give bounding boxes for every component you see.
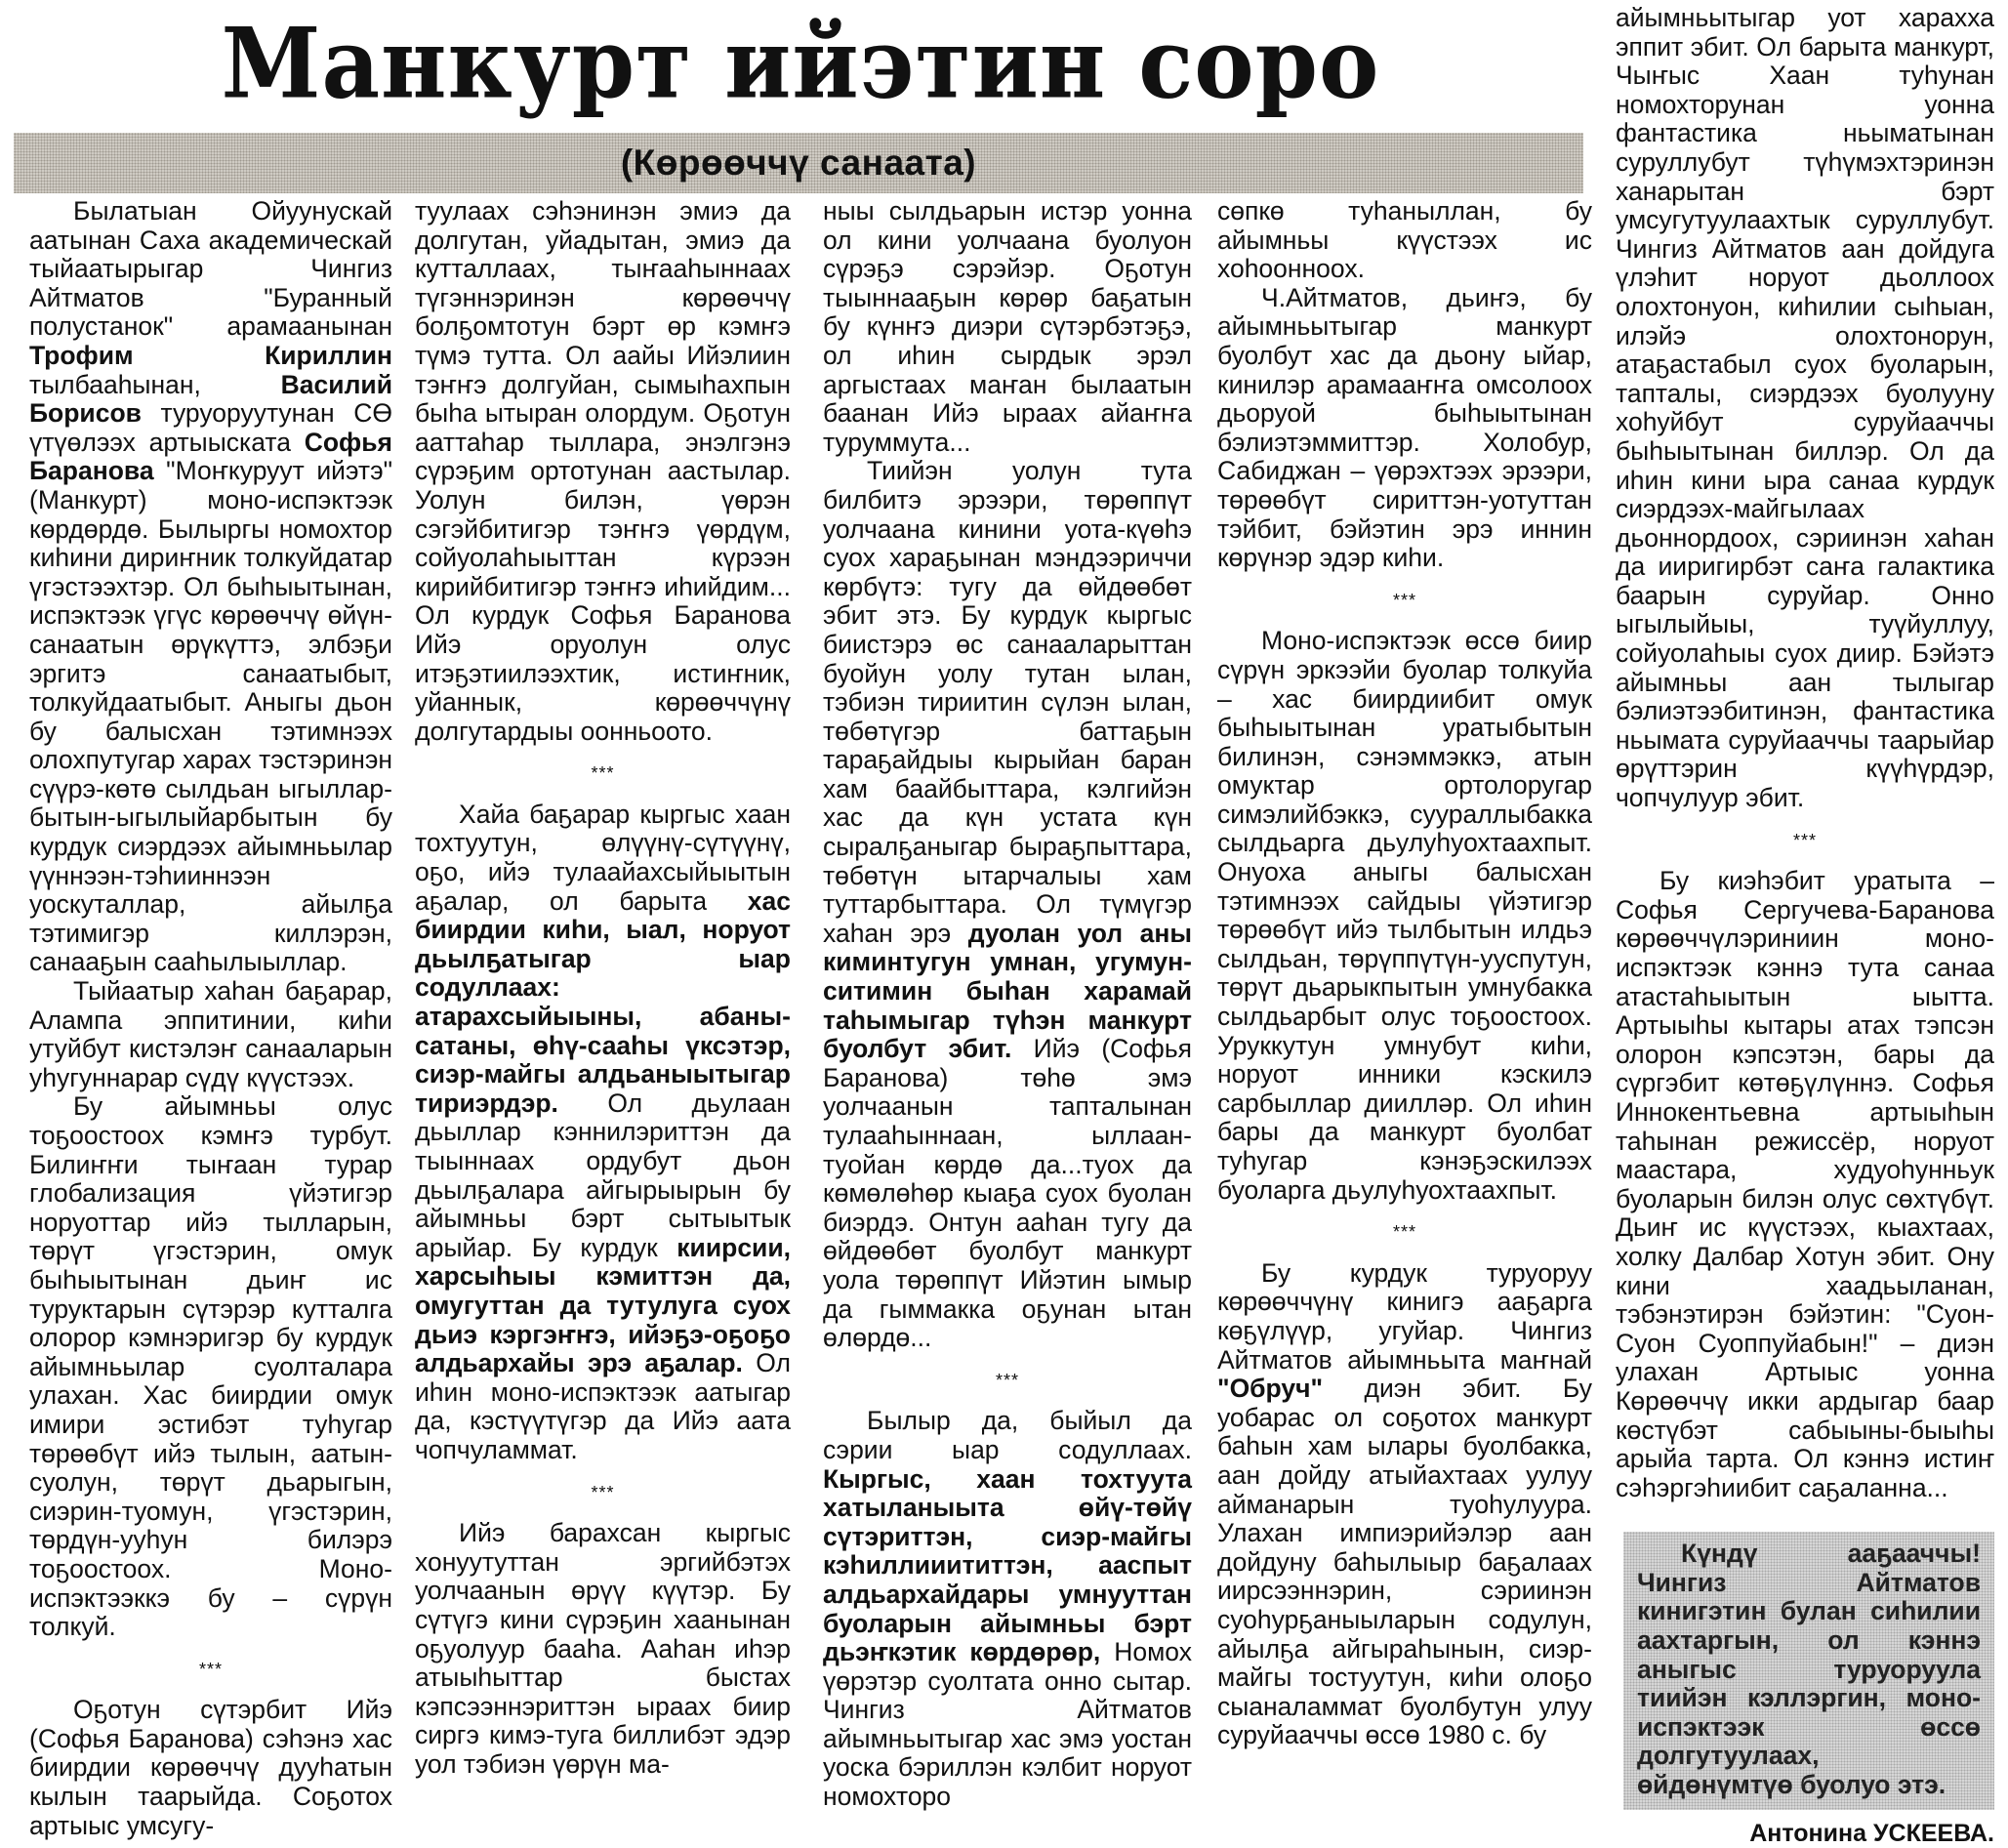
column-1 xyxy=(29,197,392,1840)
section-separator: *** xyxy=(1392,590,1416,610)
paragraph: Тиийэн уолун тута билбитэ эрээри, төрөппүт уолчаана кинини уота-күөһэ суох хараҕынан мэндээриччи көрбүтэ: тугу да өйдөөбөт эбит этэ. Бу курдук кыргыс биистэрэ өс санааларыттан буойун уолу тутан ылан, тэбиэн тириитин сүлэн ылан, төбөтүгэр баттаҕын тараҕайдыы кырыйан баран хам баайбыттара, кэлгийэн хас да күн устата күн сыралҕаныгар быраҕпыттара, төбөтүн ытарчалыы хам туттарбыттара. Ол түмүгэр хаһан эрэ дуолан уол аны киминтугун умнан, угумун-ситимин быһан харамай таһымыгар түһэн манкурт буолбут эбит. Ийэ (Софья Баранова) төһө эмэ уолчаанын тапталынан тулааһыннаан, ыллаан-туойан көрдө да...туох да көмөлөһөр кыаҕа суох буолан биэрдэ. Онтун ааһан тугу да өйдөөбөт буолбут манкурт уола төрөппүт Ийэтин ымыр да гыммакка оҕунан ытан өлөрдө... xyxy=(823,456,1192,1353)
paragraph: Тыйаатыр хаһан баҕарар, Алампа эппитинии, киһи утуйбут кистэлэҥ санааларын уһугуннарар сүдү күүстээх. xyxy=(29,976,392,1092)
subtitle-band xyxy=(14,133,1583,193)
emphasized-text: Кыргыс, хаан тохтуута хатыланыыта өйү-төйү сүтэриттэн, сиэр-майгы кэһиллииититтэн, ааспыт алдьархайдары умнууттан буоларын айымньы бэрт дьэҥкэтик көрдөрөр, xyxy=(823,1463,1192,1667)
emphasized-text: Василий Борисов xyxy=(29,369,392,429)
column-4 xyxy=(1217,197,1592,1750)
paragraph: Бу курдук туруоруу көрөөччүнү кинигэ ааҕарга көҕүлүүр, угуйар. Чингиз Айтматов айымньыта маҥнай "Обруч" диэн эбит. Бу уобарас ол соҕотох манкурт баһын хам ылары буолбакка, аан дойду атыйахтаах уулуу айманарын туоһулуура. Улахан импиэрийэлэр аан дойдуну баһылыыр баҕалаах иирсээннэрин, сэриинэн суоһурҕаныыларын содулун, айылҕа айгыраһынын, сиэр-майгы тостуутун, киһи олоҕо сыаналаммат буолбутун улуу суруйааччы өссө 1980 с. бу xyxy=(1217,1257,1592,1750)
section-separator: *** xyxy=(1792,830,1817,850)
column-3 xyxy=(823,197,1192,1812)
paragraph: сөпкө туһаныллан, бу айымньы күүстээх ис хоһоонноох. xyxy=(1217,196,1592,284)
article-title: Манкурт ийэтин соро xyxy=(221,6,1380,121)
article-subtitle: (Көрөөччү санаата) xyxy=(620,143,977,183)
author-byline: Антонина УСКЕЕВА. xyxy=(1749,1819,1994,1847)
section-separator: *** xyxy=(995,1370,1019,1390)
column-2 xyxy=(415,197,791,1779)
section-separator: *** xyxy=(1392,1222,1416,1243)
emphasized-text: киирсии, харсыһыы кэмиттэн да, омугуттан да тутулуга суох дьиэ кэргэҥҥэ, ийэҕэ-оҕоҕо алдьархайы эрэ аҕалар. xyxy=(415,1232,791,1378)
paragraph: Былатыан Ойуунускай аатынан Саха академическай тыйаатырыгар Чингиз Айтматов "Буранный полустанок" арамаанынан Трофим Кириллин тылбааһынан, Василий Борисов туруоруутунан СӨ үтүөлээх артыыската Софья Баранова "Моҥкуруут ийэтэ" (Манкурт) моно-испэктээк көрдөрдө. Былыргы номохтор киһини дириҥник толкуйдатар үгэстээхтэр. Ол быһыытынан, испэктээк үгүс көрөөччү өйүн-санаатын өрүкүттэ, элбэҕи эргитэ санаатыбыт, толкуйдаатыбыт. Аныгы дьон бу балысхан тэтимнээх олохпутугар харах тэстэринэн сүүрэ-көтө сылдьан ыгылларбытын-ыгылыйарбытын бу курдук сиэрдээх айымньылар үүннээн-тэһииннээн уоскуталлар, айылҕа тэтимигэр киллэрэн, санааҕын сааһылыыллар. xyxy=(29,196,392,977)
paragraph: Бу айымньы олус тоҕоостоох кэмҥэ турбут. Билиҥҥи тыҥаан турар глобализация үйэтигэр норуоттар ийэ тылларын, төрүт үгэстэрин, омук быһыытынан дьиҥ ис туруктарын сүтэрэр кутталга олорор кэмнэригэр бу курдук айымньылар суолталара улахан. Хас биирдии омук имири эстибэт туһугар төрөөбүт ийэ тылын, аатын-суолун, төрүт дьарыгын, сиэрин-туомун, үгэстэрин, төрдүн-ууһун билэрэ тоҕоостоох. Моно-испэктээккэ бу – сүрүн толкуй. xyxy=(29,1091,392,1642)
paragraph: туулаах сэһэнинэн эмиэ да долгутан, уйадытан, эмиэ да кутталлаах, тыҥааһыннаах түгэннэринэн көрөөччү болҕомтотун бэрт өр кэмҥэ түмэ тутта. Ол аайы Ийэлиин тэҥҥэ долгуйан, сымыһахпын быһа ытыран олордум. Оҕотун ааттаһар тыллара, энэлгэнэ сүрэҕим ортотунан аастылар. Уолун билэн, үөрэн сэгэйбитигэр тэҥҥэ үөрдүм, сойуолаһыыттан күрээн кирийбитигэр тэҥҥэ иһийдим... Ол курдук Софья Баранова Ийэ оруолун олус итэҕэтиилээхтик, истиҥник, уйаннык, көрөөччүнү долгутардыы оонньоото. xyxy=(415,196,791,746)
paragraph: Оҕотун сүтэрбит Ийэ (Софья Баранова) сэһэнэ хас биирдии көрөөччү дууһатын кылын таарыйда. Соҕотох артыыс умсугу- xyxy=(29,1695,392,1840)
paragraph: Ч.Айтматов, дьиҥэ, бу айымньытыгар манкурт буолбут хас да дьону ыйар, кинилэр арамааҥҥа омсолоох дьоруой быһыытынан бэлиэтэммиттэр. Холобур, Сабиджан – үөрэхтээх эрээри, төрөөбүт сириттэн-уотуттан тэйбит, бэйэтин эрэ иннин көрүнэр эдэр киһи. xyxy=(1217,282,1592,573)
emphasized-text: Софья Баранова xyxy=(29,427,392,486)
section-separator: *** xyxy=(591,763,615,784)
paragraph: Бу киэһэбит уратыта – Софья Сергучева-Баранова көрөөччүлэриниин моно-испэктээк кэннэ тута санаа атастаһыытын ыытта. Артыыһы кытары атах тэпсэн олорон кэпсэтэн, бары да сүргэбит көтөҕүлүннэ. Софья Иннокентьевна артыыһын таһынан режиссёр, норуот маастара, худуоһунньук буоларын билэн олус сөхтүбүт. Дьиҥ ис күүстээх, кыахтаах, холку Далбар Хотун эбит. Ону кини хаадьыланан, тэбэнэтирэн бэйэтин: "Суон-Суон Суоппуйабын!" – диэн улахан Артыыс уонна Көрөөччү икки ардыгар баар көстүбэт сабыыны-быыһы арыйа тарта. Ол кэннэ истиҥ сэһэргэһиибит саҕаланна... xyxy=(1616,866,1994,1502)
paragraph: Моно-испэктээк өссө биир сүрүн эркээйи буолар толкуйа – хас биирдиибит омук быһыытынан уратыбытын билинэн, сэнэммэккэ, атын омуктар ортолоругар симэлийбэккэ, суураллыбакка сылдьарга дьулуһуохтаахпыт. Онуоха аныгы балысхан тэтимнээх сайдыы үйэтигэр төрөөбүт ийэ тылбытын илдьэ сылдьан, төрүппүтүн-ууспутун, төрүт дьарыкпытын умнубакка сылдьарбыт олус тоҕоостоох. Уруккутун умнубут киһи, норуот инники кэскилэ сарбыллар диилләр. Ол иһин бары да манкурт буолбат туһугар кэнэҕэскилээх буоларга дьулуһуохтаахпыт. xyxy=(1217,626,1592,1205)
paragraph: ныы сылдьарын истэр уонна ол кини уолчаана буолуон сүрэҕэ сэрэйэр. Оҕотун тыыннааҕын көрөр баҕатын бу күнҥэ диэри сүтэрбэтэҕэ, ол иһин сырдык эрэл аргыстаах маҥан былаатын баанан Ийэ ыраах айаҥҥа туруммута... xyxy=(823,196,1192,457)
emphasized-text: Трофим Кириллин xyxy=(29,340,392,370)
emphasized-text: "Обруч" xyxy=(1217,1374,1324,1404)
paragraph: айымньытыгар уот харахха эппит эбит. Ол барыта манкурт, Чыҥыс Хаан туһунан номохторунан уонна фантастика ньыматынан суруллубут түһүмэхтэринэн ханарытан бэрт умсугутуулаахтык суруллубут. Чингиз Айтматов аан дойдуга үлэһит норуот дьоллоох олохтонуон, киһилии сыһыан, илэйэ олохтонорун, атаҕастабыл суох буоларын, тапталы, сиэрдээх буолууну хоһуйбут суруйааччы быһыытынан биллэр. Ол да иһин кини ыра санаа курдук сиэрдээх-майгылаах дьоннордоох, сэриинэн хаһан да ииригирбэт саҥа галактика баарын суруйар. Онно ыгылыйыы, туүйуллуу, сойуолаһыы суох диир. Бэйэтэ айымньы аан тылыгар бэлиэтээбитинэн, фантастика ньымата суруйааччы таарыйар өрүттэрин күүһүрдэр, чопчулуур эбит. xyxy=(1616,3,1994,813)
section-separator: *** xyxy=(198,1659,223,1679)
paragraph: Былыр да, быйыл да сэрии ыар содуллаах. Кыргыс, хаан тохтуута хатыланыыта өйү-төйү сүтэриттэн, сиэр-майгы кэһиллииититтэн, ааспыт алдьархайдары умнууттан буоларын айымньы бэрт дьэҥкэтик көрдөрөр, Номох үөрэтэр суолтата онно сытар. Чингиз Айтматов айымньытыгар хас эмэ уостан уоска бэриллэн кэлбит норуот номохторо xyxy=(823,1406,1192,1812)
paragraph: Хайа баҕарар кыргыс хаан тохтуутун, өлүүнү-сүтүүнү, оҕо, ийэ тулаайахсыйыытын аҕалар, ол барыта хас биирдии киһи, ыал, норуот дьылҕатыгар ыар содуллаах: атарахсыйыыны, абаны-сатаны, өһү-сааһы үксэтэр, сиэр-майгы алдьаныытыгар тириэрдэр. Ол дьулаан дьыллар кэннилэриттэн да тыыннаах ордубут дьон дьылҕалара айгырыырын бу айымньы бэрт сытыытык арыйар. Бу курдук киирсии, харсыһыы кэмиттэн да, омугуттан да тутулуга суох дьиэ кэргэҥҥэ, ийэҕэ-оҕоҕо алдьархайы эрэ аҕалар. Ол иһин моно-испэктээк аатыгар да, кэстүүтүгэр да Ийэ аата чопчуламмат. xyxy=(415,799,791,1464)
reader-note: Күндү ааҕааччы! Чингиз Айтматов кинигэтин булан сиһилии аахтаргын, ол кэннэ аныгыс туруоруула тиийэн кэллэргин, моно-испэктээк өссө долгутуулаах, өйдөнүмтүө буолуо этэ. xyxy=(1637,1539,1981,1800)
column-5 xyxy=(1616,4,1994,1848)
reader-note-box xyxy=(1623,1532,1994,1809)
emphasized-text: хас биирдии киһи, ыал, норуот дьылҕатыгар ыар содуллаах: атарахсыйыыны, абаны-сатаны, өһү-сааһы үксэтэр, сиэр-майгы алдьаныытыгар тириэрдэр. xyxy=(415,885,791,1118)
section-separator: *** xyxy=(591,1482,615,1502)
emphasized-text: дуолан уол аны киминтугун умнан, угумун-ситимин быһан харамай таһымыгар түһэн манкурт буолбут эбит. xyxy=(823,918,1192,1064)
paragraph: Ийэ барахсан кыргыс хонуутуттан эргийбэтэх уолчаанын өрүү күүтэр. Бу сүтүгэ кини сүрэҕин хаанынан оҕуолуур бааһа. Ааһан иһэр атыыһыттар быстах кэпсээннэриттэн ыраах биир сиргэ кимэ-туга биллибэт эдэр уол тэбиэн үөрүн ма- xyxy=(415,1518,791,1779)
